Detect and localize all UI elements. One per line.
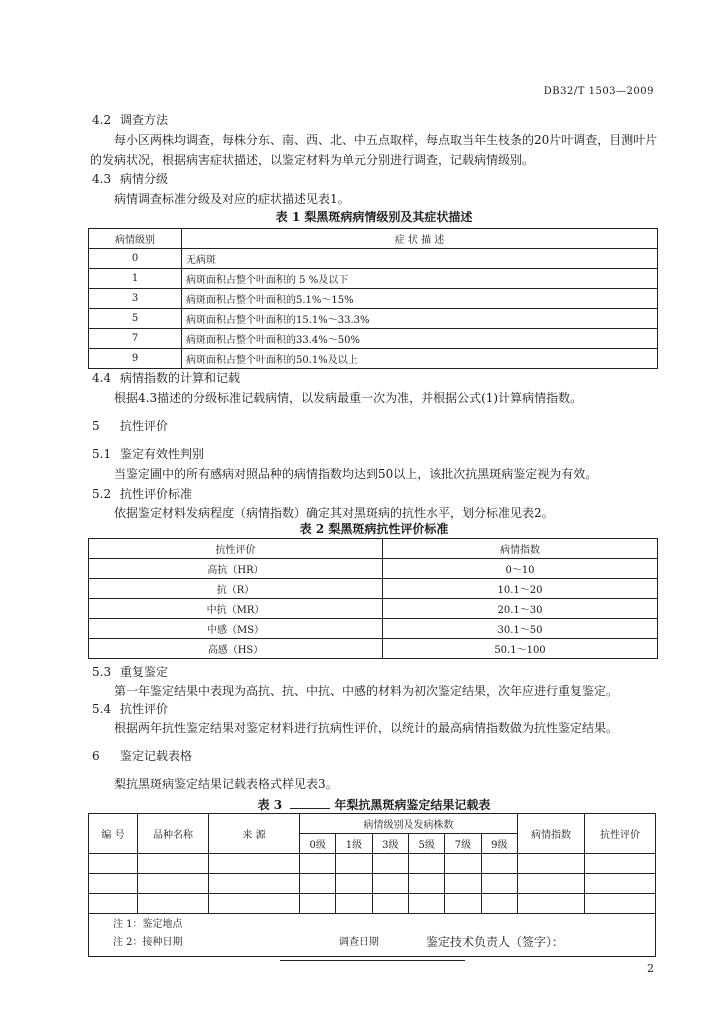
paragraph-5-1: 当鉴定圃中的所有感病对照品种的病情指数均达到50以上，该批次抗黑斑病鉴定视为有效。 — [114, 467, 598, 481]
table3 — [88, 813, 656, 957]
paragraph-4-3: 病情调查标准分级及对应的症状描述见表1。 — [114, 192, 350, 206]
heading-5-4: 5.4 抗性评价 — [92, 702, 169, 716]
paragraph-5-2: 依据鉴定材料发病程度（病情指数）确定其对黑斑病的抗性水平，划分标准见表2。 — [114, 506, 554, 520]
table3-header: 来 源 — [209, 814, 300, 854]
table3-header: 病情级别及发病株数 — [300, 814, 518, 834]
table3-grade-header: 3级 — [372, 834, 408, 854]
table3-header: 品种名称 — [138, 814, 209, 854]
table-row: 中抗（MR） 20.1～30 — [89, 599, 658, 619]
table-row: 5 病斑面积占整个叶面积的15.1%～33.3% — [89, 309, 658, 329]
heading-5-3: 5.3 重复鉴定 — [92, 665, 169, 679]
heading-5-2: 5.2 抗性评价标准 — [92, 487, 193, 501]
table3-grade-header: 9级 — [481, 834, 517, 854]
table3-grade-header: 0级 — [300, 834, 336, 854]
table3-grade-header: 7级 — [445, 834, 481, 854]
heading-5: 5 抗性评价 — [92, 419, 169, 433]
paragraph-5-4: 根据两年抗性鉴定结果对鉴定材料进行抗病性评价，以统计的最高病情指数做为抗性鉴定结果。 — [114, 721, 619, 735]
heading-4-3: 4.3 病情分级 — [92, 172, 169, 186]
heading-4-4: 4.4 病情指数的计算和记载 — [92, 371, 241, 385]
note-2: 注 2：接种日期 — [113, 937, 183, 948]
end-rule — [280, 960, 465, 961]
table-row: 9 病斑面积占整个叶面积的50.1%及以上 — [89, 349, 658, 369]
table-row — [89, 894, 656, 914]
table3-grade-header: 5级 — [408, 834, 444, 854]
year-blank — [290, 808, 330, 809]
table2-caption: 表 2 梨黑斑病抗性评价标准 — [299, 522, 449, 536]
paragraph-6: 梨抗黑斑病鉴定结果记载表格式样见表3。 — [114, 777, 338, 791]
table3-header: 编 号 — [89, 814, 138, 854]
table-row: 1 病斑面积占整个叶面积的 5 %及以下 — [89, 269, 658, 289]
table3-header: 抗性评价 — [585, 814, 656, 854]
table2-header: 病情指数 — [383, 539, 658, 559]
paragraph-5-3: 第一年鉴定结果中表现为高抗、抗、中抗、中感的材料为初次鉴定结果，次年应进行重复鉴定。 — [114, 684, 619, 698]
table-row: 高抗（HR） 0～10 — [89, 559, 658, 579]
table3-header: 病情指数 — [518, 814, 585, 854]
table-row: 中感（MS） 30.1～50 — [89, 619, 658, 639]
table-row — [89, 854, 656, 874]
heading-5-1: 5.1 鉴定有效性判别 — [92, 447, 205, 461]
signature-line: 鉴定技术负责人（签字）： — [426, 935, 565, 949]
table-row: 抗（R） 10.1～20 — [89, 579, 658, 599]
table1-header: 症 状 描 述 — [182, 229, 658, 249]
table3-caption: 表 3 年梨抗黑斑病鉴定结果记载表 — [257, 798, 491, 812]
heading-4-2: 4.2 调查方法 — [92, 113, 169, 127]
table3-grade-header: 1级 — [336, 834, 372, 854]
note-1: 注 1：鉴定地点 — [113, 919, 183, 930]
paragraph-4-2: 每小区两株均调查，每株分东、南、西、北、中五点取样，每点取当年生枝条的20片叶调查，目测叶片的发病状况，根据病害症状描述，以鉴定材料为单元分别进行调查，记载病情级别。 — [90, 133, 658, 167]
table-row: 0 无病斑 — [89, 249, 658, 269]
table-row: 3 病斑面积占整个叶面积的5.1%～15% — [89, 289, 658, 309]
table1-header: 病情级别 — [89, 229, 182, 249]
note-2-survey-date: 调查日期 — [338, 937, 379, 948]
table1-caption: 表 1 梨黑斑病病情级别及其症状描述 — [275, 210, 473, 224]
standard-code: DB32/T 1503—2009 — [543, 86, 654, 97]
table2 — [88, 538, 658, 659]
paragraph-4-4: 根据4.3描述的分级标准记载病情，以发病最重一次为准，并根据公式(1)计算病情指数。 — [114, 391, 583, 405]
table2-header: 抗性评价 — [89, 539, 383, 559]
table1 — [88, 228, 658, 369]
table-row: 高感（HS） 50.1～100 — [89, 639, 658, 659]
table-row: 7 病斑面积占整个叶面积的33.4%～50% — [89, 329, 658, 349]
table-notes — [89, 914, 656, 957]
page-number: 2 — [647, 962, 654, 975]
heading-6: 6 鉴定记载表格 — [92, 749, 193, 763]
table-row — [89, 874, 656, 894]
